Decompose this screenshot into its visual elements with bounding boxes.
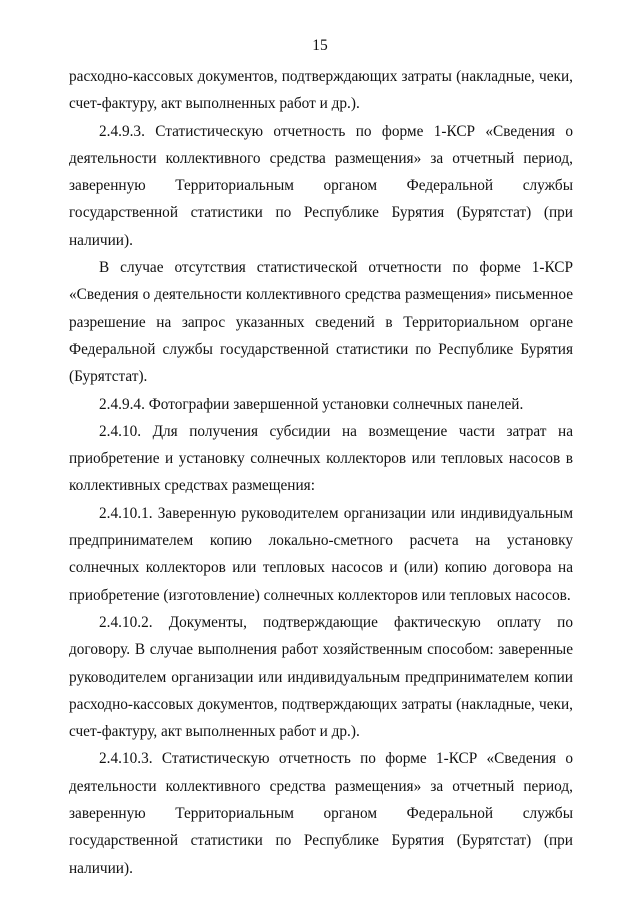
page-number: 15	[312, 37, 328, 54]
paragraph-2-4-10-1: 2.4.10.1. Заверенную руководителем организации или индивидуальным предпринимателем копию локально-сметного расчета на установку солнечных коллекторов или тепловых насосов и (или) копию договора на приобретение (изготовление) солнечных коллекторов или тепловых насосов.	[69, 504, 573, 604]
paragraph-2-4-10: 2.4.10. Для получения субсидии на возмещение части затрат на приобретение и установку солнечных коллекторов или тепловых насосов в коллективных средствах размещения:	[69, 422, 573, 495]
paragraph-absence-of-report: В случае отсутствия статистической отчетности по форме 1-КСР «Сведения о деятельности коллективного средства размещения» письменное разрешение на запрос указанных сведений в Территориальном органе Федеральной службы государственной статистики по Республике Бурятия (Бурятстат).	[69, 259, 573, 386]
paragraph-2-4-10-3: 2.4.10.3. Статистическую отчетность по форме 1-КСР «Сведения о деятельности коллективного средства размещения» за отчетный период, заверенную Территориальным органом Федеральной службы государственной статистики по Республике Бурятия (Бурятстат) (при наличии).	[69, 750, 573, 877]
paragraph-2-4-9-4: 2.4.9.4. Фотографии завершенной установки солнечных панелей.	[99, 395, 524, 413]
paragraph-continuation: расходно-кассовых документов, подтверждающих затраты (накладные, чеки, счет-фактуру, акт выполненных работ и др.).	[69, 68, 573, 113]
paragraph-2-4-9-3: 2.4.9.3. Статистическую отчетность по форме 1-КСР «Сведения о деятельности коллективного средства размещения» за отчетный период, заверенную Территориальным органом Федеральной службы государственной статистики по Республике Бурятия (Бурятстат) (при наличии).	[69, 122, 573, 249]
paragraph-2-4-10-2: 2.4.10.2. Документы, подтверждающие фактическую оплату по договору. В случае выполнения работ хозяйственным способом: заверенные руководителем организации или индивидуальным предпринимателем копии расходно-кассовых документов, подтверждающих затраты (накладные, чеки, счет-фактуру, акт выполненных работ и др.).	[69, 613, 573, 741]
document-body	[69, 63, 573, 882]
